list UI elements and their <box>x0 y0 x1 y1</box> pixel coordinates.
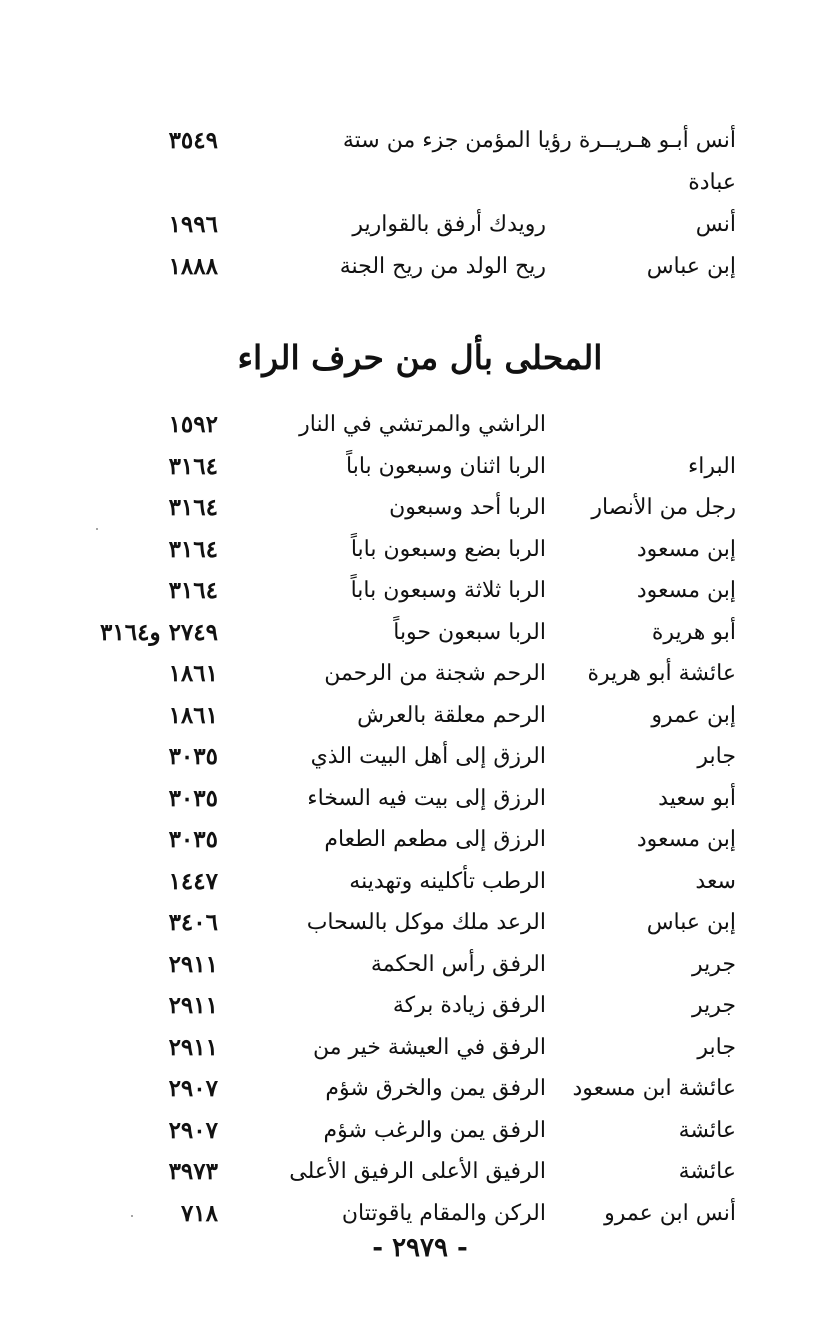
entry-number: ٣١٦٤ <box>168 453 218 480</box>
entry-text: الربا ثلاثة وسبعون باباً <box>350 578 546 603</box>
entry-number: ٢٧٤٩ و٣١٦٤ <box>100 619 218 646</box>
entry-text: الرزق إلى بيت فيه السخاء <box>307 786 546 811</box>
entry-number: ١٤٤٧ <box>168 868 218 895</box>
entry-text: الربا سبعون حوباً <box>393 620 546 645</box>
entry-row <box>0 491 840 535</box>
entry-row <box>0 740 840 784</box>
entry-row <box>0 823 840 867</box>
entry-narrator: إبن مسعود <box>636 578 736 603</box>
entry-narrator: عائشة ابن مسعود <box>572 1076 736 1101</box>
entry-text: الربا اثنان وسبعون باباً <box>346 454 546 479</box>
entry-narrator: جرير <box>692 993 736 1018</box>
entry-number: ١٥٩٢ <box>168 411 218 438</box>
entry-text: الرحم معلقة بالعرش <box>357 703 546 728</box>
entry-number: ٣٠٣٥ <box>168 743 218 770</box>
entry-number: ٢٩١١ <box>168 951 218 978</box>
entry-text: الرفق يمن والخرق شؤم <box>325 1076 546 1101</box>
entry-number: ٢٩٠٧ <box>168 1117 218 1144</box>
entry-text: الرفق زيادة بركة <box>392 993 546 1018</box>
entry-number: ٣٠٣٥ <box>168 785 218 812</box>
entry-text: الرفق رأس الحكمة <box>370 952 546 977</box>
entry-narrator: رجل من الأنصار <box>591 495 736 520</box>
entry-text: الربا أحد وسبعون <box>389 495 546 520</box>
entry-number: ٣٤٠٦ <box>168 909 218 936</box>
entry-row <box>0 1114 840 1158</box>
entry-row <box>0 657 840 701</box>
entry-text: الربا بضع وسبعون باباً <box>350 537 546 562</box>
entry-narrator: عائشة <box>678 1118 736 1143</box>
entry-text: الرحم شجنة من الرحمن <box>324 661 546 686</box>
entry-row <box>0 408 840 452</box>
entry-narrator: أبو هريرة <box>651 620 736 645</box>
entry-narrator: إبن مسعود <box>636 827 736 852</box>
entry-text: الرزق إلى أهل البيت الذي <box>310 744 546 769</box>
scan-speck <box>131 1215 133 1217</box>
entry-row <box>0 450 840 494</box>
entry-narrator: البراء <box>687 454 736 479</box>
entry-number: ١٨٦١ <box>168 702 218 729</box>
entry-narrator: عبادة <box>688 170 736 195</box>
entry-number: ٢٩٠٧ <box>168 1075 218 1102</box>
entry-text: الرفق في العيشة خير من <box>312 1035 546 1060</box>
entry-narrator: أنس <box>695 212 736 237</box>
entry-text: رويدك أرفق بالقوارير <box>352 212 546 237</box>
entry-row <box>0 1031 840 1075</box>
entry-row <box>0 616 840 660</box>
entry-row <box>0 948 840 992</box>
entry-narrator: عائشة أبو هريرة <box>587 661 736 686</box>
entry-number: ٢٩١١ <box>168 992 218 1019</box>
entry-row-continuation <box>0 166 840 210</box>
section-title: المحلى بأل من حرف الراء <box>237 338 603 377</box>
entry-text: الرطب تأكلينه وتهدينه <box>349 869 546 894</box>
entry-narrator: جابر <box>697 744 736 769</box>
entry-narrator: عائشة <box>678 1159 736 1184</box>
entry-row <box>0 906 840 950</box>
entry-narrator: إبن عباس <box>646 910 736 935</box>
entry-row <box>0 1072 840 1116</box>
page-number: - ٢٩٧٩ - <box>372 1233 468 1263</box>
entry-text: الراشي والمرتشي في النار <box>299 412 546 437</box>
entry-row <box>0 533 840 577</box>
entry-narrator: إبن عمرو <box>651 703 736 728</box>
scan-speck <box>96 528 98 530</box>
entry-text: الرفق يمن والرغب شؤم <box>323 1118 546 1143</box>
entry-narrator: إبن عباس <box>646 254 736 279</box>
entry-row <box>0 699 840 743</box>
entry-row <box>0 989 840 1033</box>
entry-number: ٧١٨ <box>180 1200 218 1227</box>
entry-row <box>0 250 840 294</box>
entry-narrator: جابر <box>697 1035 736 1060</box>
entry-narrator: إبن مسعود <box>636 537 736 562</box>
entry-narrator: جرير <box>692 952 736 977</box>
entry-number: ٣٩٧٣ <box>168 1158 218 1185</box>
entry-row <box>0 124 840 168</box>
entry-row <box>0 865 840 909</box>
entry-text: الرفيق الأعلى الرفيق الأعلى <box>289 1159 546 1184</box>
entry-number: ١٨٦١ <box>168 660 218 687</box>
entry-narrator-and-text: أنس أبـو هـريــرة رؤيا المؤمن جزء من ستة <box>342 128 736 153</box>
entry-text: الرعد ملك موكل بالسحاب <box>306 910 546 935</box>
entry-number: ٣١٦٤ <box>168 577 218 604</box>
entry-row <box>0 574 840 618</box>
entry-text: الركن والمقام ياقوتتان <box>341 1201 546 1226</box>
entry-row <box>0 782 840 826</box>
entry-narrator: أنس ابن عمرو <box>604 1201 736 1226</box>
entry-text: الرزق إلى مطعم الطعام <box>324 827 546 852</box>
entry-number: ٣١٦٤ <box>168 494 218 521</box>
entry-number: ١٩٩٦ <box>168 211 218 238</box>
entry-narrator: أبو سعيد <box>658 786 736 811</box>
entry-text: ريح الولد من ريح الجنة <box>339 254 546 279</box>
entry-number: ٣١٦٤ <box>168 536 218 563</box>
entry-narrator: سعد <box>695 869 736 894</box>
entry-row <box>0 1155 840 1199</box>
entry-number: ٢٩١١ <box>168 1034 218 1061</box>
entry-number: ٣٠٣٥ <box>168 826 218 853</box>
entry-number: ٣٥٤٩ <box>168 127 218 154</box>
entry-number: ١٨٨٨ <box>168 253 218 280</box>
entry-row <box>0 208 840 252</box>
